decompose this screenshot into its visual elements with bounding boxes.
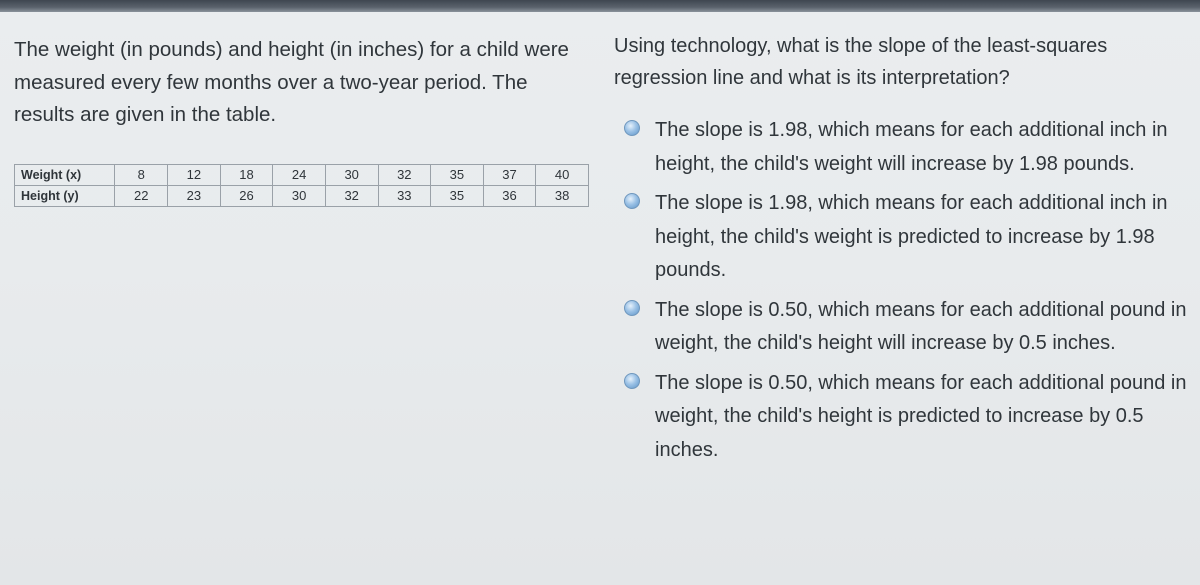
answer-choice-4[interactable] <box>614 367 1189 468</box>
table-cell: 30 <box>325 164 378 185</box>
table-cell: 30 <box>273 185 326 206</box>
row-label-weight: Weight (x) <box>15 164 115 185</box>
table-cell: 12 <box>168 164 221 185</box>
radio-button-icon[interactable] <box>624 193 640 209</box>
table-row-weight <box>15 164 589 185</box>
answer-choice-text: The slope is 0.50, which means for each additional pound in weight, the child's height will increase by 0.5 inches. <box>655 298 1187 354</box>
answer-choice-text: The slope is 0.50, which means for each additional pound in weight, the child's height is predicted to increase by 0.5 inches. <box>655 371 1187 461</box>
table-cell: 8 <box>115 164 168 185</box>
answer-choice-text: The slope is 1.98, which means for each additional inch in height, the child's weight will increase by 1.98 pounds. <box>655 119 1168 175</box>
table-cell: 36 <box>483 185 536 206</box>
table-cell: 40 <box>536 164 589 185</box>
answer-choice-text: The slope is 1.98, which means for each additional inch in height, the child's weight is predicted to increase by 1.98 pounds. <box>655 192 1168 281</box>
table-cell: 33 <box>378 185 431 206</box>
row-label-height: Height (y) <box>15 185 115 206</box>
table-row-height <box>15 185 589 206</box>
table-cell: 23 <box>168 185 221 206</box>
table-cell: 22 <box>115 185 168 206</box>
table-cell: 18 <box>220 164 273 185</box>
question-panel <box>614 30 1189 473</box>
table-cell: 35 <box>431 164 484 185</box>
table-cell: 26 <box>220 185 273 206</box>
answer-choice-1[interactable] <box>614 114 1189 181</box>
radio-button-icon[interactable] <box>624 373 640 389</box>
table-cell: 38 <box>536 185 589 206</box>
table-cell: 37 <box>483 164 536 185</box>
table-cell: 35 <box>431 185 484 206</box>
table-cell: 32 <box>378 164 431 185</box>
problem-panel <box>14 34 589 207</box>
problem-text: The weight (in pounds) and height (in inches) for a child were measured every few months over a two-year period. The results are given in the table. <box>14 38 569 126</box>
table-cell: 32 <box>325 185 378 206</box>
question-prompt: Using technology, what is the slope of the least-squares regression line and what is its interpretation? <box>614 35 1108 89</box>
answer-choices <box>614 114 1189 467</box>
answer-choice-2[interactable] <box>614 187 1189 288</box>
table-cell: 24 <box>273 164 326 185</box>
data-table <box>14 164 589 207</box>
answer-choice-3[interactable] <box>614 294 1189 361</box>
radio-button-icon[interactable] <box>624 300 640 316</box>
radio-button-icon[interactable] <box>624 120 640 136</box>
top-edge-bar <box>0 0 1200 12</box>
